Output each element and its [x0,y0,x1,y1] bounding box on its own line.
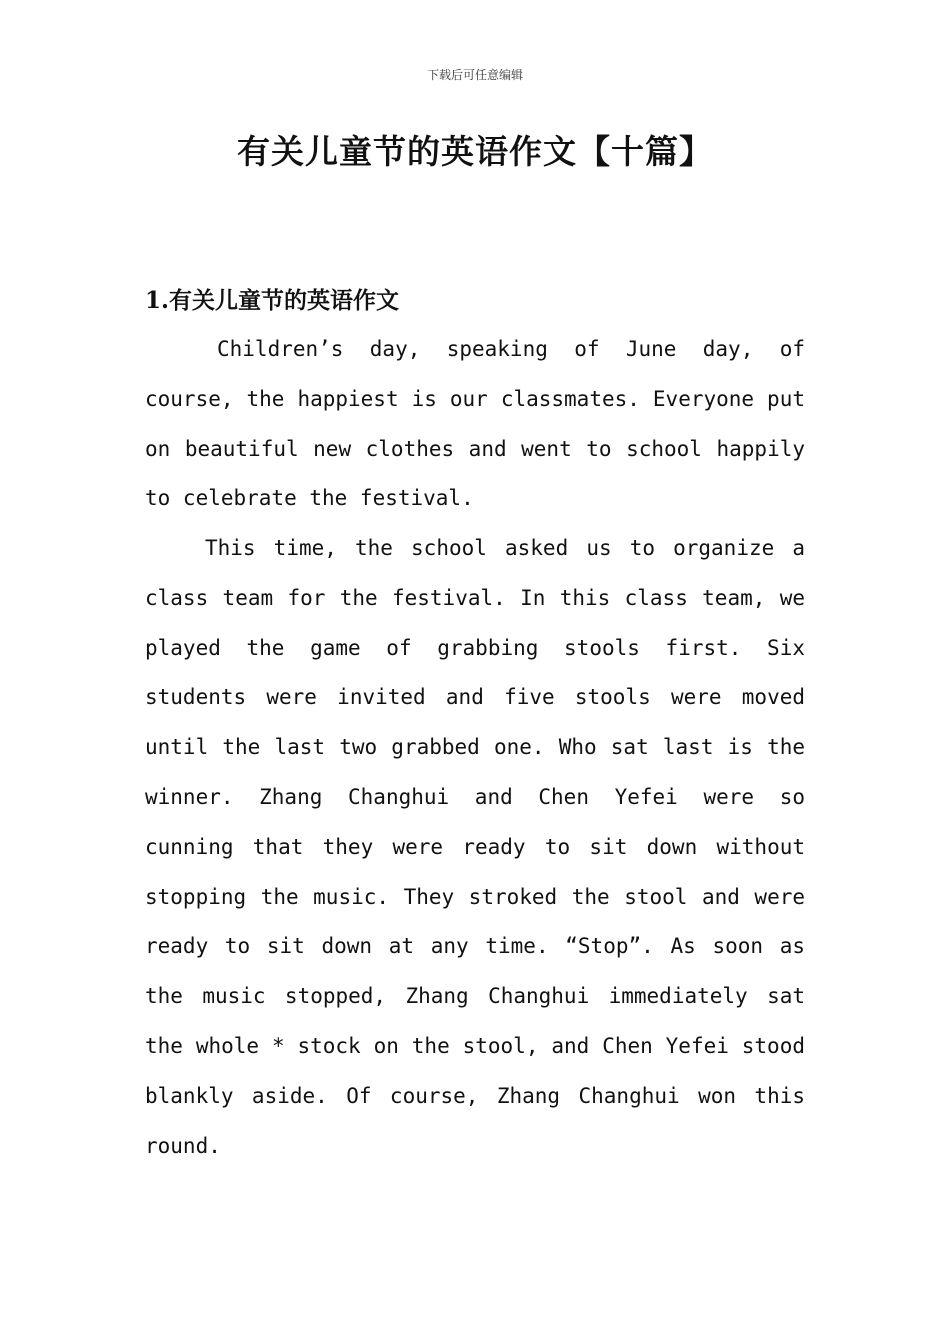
document-title: 有关儿童节的英语作文【十篇】 [237,132,713,171]
essay-paragraph-1: Children’s day, speaking of June day, of course, the happiest is our classmates. Everyone put on beautiful new clothes and went to school happily to celebrate the festival. [145,337,805,511]
essay-paragraph-2: This time, the school asked us to organize a class team for the festival. In this class team, we played the game of grabbing stools first. Six students were invited and five stools were moved until the last two grabbed one. Who sat last is the winner. Zhang Changhui and Chen Yefei were so cunning that they were ready to sit down without stopping the music. They stroked the stool and were ready to sit down at any time. “Stop”. As soon as the music stopped, Zhang Changhui immediately sat the whole * stock on the stool, and Chen Yefei stood blankly aside. Of course, Zhang Changhui won this round. [145,536,805,1158]
header-note: 下载后可任意编辑 [426,68,523,82]
section-heading: 1.有关儿童节的英语作文 [145,287,400,314]
